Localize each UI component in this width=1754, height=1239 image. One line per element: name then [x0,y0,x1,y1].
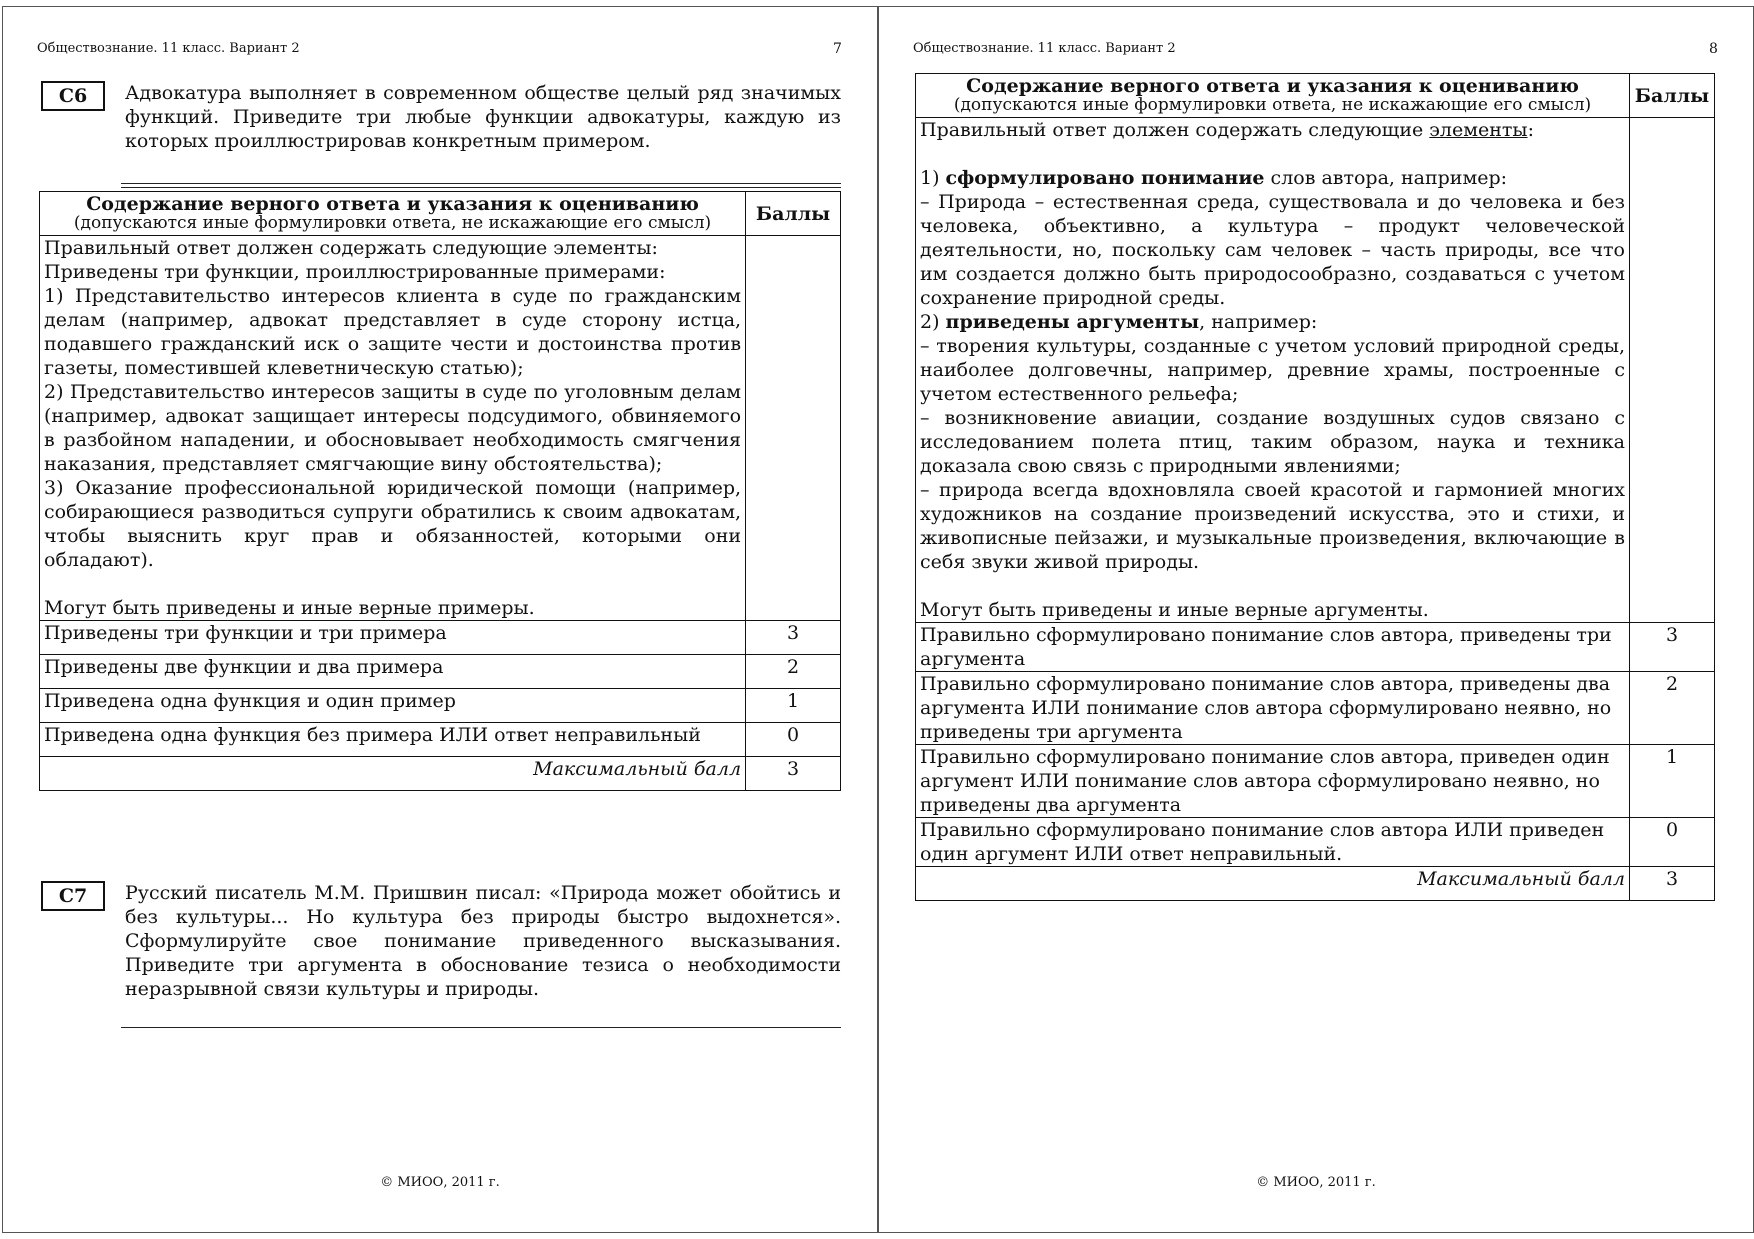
task-text: Адвокатура выполняет в современном обществе целый ряд значимых функций. Приведите три любые функции адвокатуры, каждую из которых проиллюстрировав конкретным примером. [125,82,841,152]
answer-content-row [40,236,841,621]
intro-colon: : [1527,119,1534,141]
point-number: 2) [920,311,946,333]
answer-content [916,118,1630,623]
task-text: Русский писатель М.М. Пришвин писал: «Природа может обойтись и без культуры... Но культура без природы быстро выдохнется». Сформулируйте свое понимание приведенного высказывания. Приведите три аргумента в обоснование тезиса о необходимости неразрывной связи культуры и природы. [125,882,841,1000]
score-header-label: Баллы [755,202,831,225]
criterion-text: Правильно сформулировано понимание слов автора ИЛИ приведен один аргумент ИЛИ ответ неправильный. [916,818,1630,867]
answer-lead: Приведены три функции, проиллюстрированные примерами: [44,261,666,283]
c6-grading-table [39,191,841,791]
argument-item: – возникновение авиации, создание воздушных судов связано с исследованием полета птиц, таким образом, наука и техника доказала свою связь с природными явлениями; [920,407,1625,477]
answer-point-2 [920,310,1625,334]
table-header-title: Содержание верного ответа и указания к оцениванию [966,75,1579,97]
empty-score-cell [1630,118,1715,623]
max-score-value: 3 [746,757,841,791]
criterion-text: Приведена одна функция и один пример [40,689,746,723]
task-label: С6 [41,81,105,111]
point-rest: , например: [1199,311,1318,333]
table-header-subtitle: (допускаются иные формулировки ответа, не искажающие его смысл) [73,213,712,233]
table-header-score [1630,74,1715,118]
criterion-row [40,689,841,723]
criterion-row [916,672,1715,745]
argument-item: – природа всегда вдохновляла своей красотой и гармонией многих художников на создание произведений искусства, это и стихи, и живописные пейзажи, и музыкальные произведения, включающие в себя звуки живой природы. [920,479,1625,573]
page-header-title: Обществознание. 11 класс. Вариант 2 [913,41,1176,56]
point-heading: сформулировано понимание [945,167,1265,189]
page-number: 7 [833,41,842,57]
empty-score-cell [746,236,841,621]
criterion-row [916,623,1715,672]
criterion-score: 1 [1630,745,1715,818]
c7-grading-table [915,73,1715,901]
task-label: С7 [41,881,105,911]
spacer [44,572,741,596]
criterion-score: 0 [746,723,841,757]
left-page [2,6,878,1233]
right-page [878,6,1754,1233]
criterion-text: Правильно сформулировано понимание слов автора, приведен один аргумент ИЛИ понимание слов автора сформулировано неявно, но приведены два аргумента [916,745,1630,818]
max-score-label: Максимальный балл [40,757,746,791]
criterion-score: 3 [746,621,841,655]
criterion-score: 2 [746,655,841,689]
table-header-content [40,192,746,236]
table-header-row [40,192,841,236]
criterion-score: 1 [746,689,841,723]
answer-content [40,236,746,621]
point-number: 1) [920,167,946,189]
table-header-content [916,74,1630,118]
max-score-row [916,867,1715,901]
answer-intro [920,118,1625,142]
max-score-value: 3 [1630,867,1715,901]
page-footer: © МИОО, 2011 г. [380,1175,500,1190]
answer-paragraph: – Природа – естественная среда, существовала и до человека и без человека, объективно, а культура – продукт человеческой деятельности, но, поскольку сам человек – часть природы, все что им создается должно быть природосообразно, создаваться с учетом сохранение природной среды. [920,191,1625,309]
criterion-row [40,723,841,757]
page-footer: © МИОО, 2011 г. [1256,1175,1376,1190]
answer-line [121,187,841,188]
table-header-title: Содержание верного ответа и указания к оцениванию [86,193,699,215]
criterion-text: Приведены три функции и три примера [40,621,746,655]
intro-text: Правильный ответ должен содержать следующие [920,119,1430,141]
criterion-row [40,655,841,689]
criterion-row [40,621,841,655]
answer-intro: Правильный ответ должен содержать следующие элементы: [44,237,658,259]
criterion-text: Приведена одна функция без примера ИЛИ ответ неправильный [40,723,746,757]
table-header-row [916,74,1715,118]
spacer [920,142,1625,166]
table-header-score [746,192,841,236]
page-header-title: Обществознание. 11 класс. Вариант 2 [37,41,300,56]
max-score-row [40,757,841,791]
argument-item: – творения культуры, созданные с учетом условий природной среды, наиболее долговечны, например, древние храмы, построенные с учетом естественного рельефа; [920,335,1625,405]
answer-point-1 [920,166,1625,190]
criterion-score: 2 [1630,672,1715,745]
criterion-score: 3 [1630,623,1715,672]
criterion-text: Правильно сформулировано понимание слов автора, приведены три аргумента [916,623,1630,672]
point-heading: приведены аргументы [945,311,1200,333]
criterion-text: Приведены две функции и два примера [40,655,746,689]
score-header-label: Баллы [1634,84,1710,107]
page-number: 8 [1709,41,1718,57]
spacer [920,574,1625,598]
answer-line [121,183,841,184]
criterion-row [916,818,1715,867]
answer-content-row [916,118,1715,623]
criterion-score: 0 [1630,818,1715,867]
criterion-text: Правильно сформулировано понимание слов автора, приведены два аргумента ИЛИ понимание слов автора сформулировано неявно, но приведены три аргумента [916,672,1630,745]
answer-closing: Могут быть приведены и иные верные примеры. [44,597,535,619]
answer-closing: Могут быть приведены и иные верные аргументы. [920,599,1429,621]
answer-line [121,1027,841,1028]
answer-item: 3) Оказание профессиональной юридической помощи (например, собирающиеся разводиться супруги обратились к своим адвокатам, чтобы выяснить круг прав и обязанностей, которыми они обладают). [44,477,742,571]
table-header-subtitle: (допускаются иные формулировки ответа, не искажающие его смысл) [953,95,1592,115]
answer-item: 2) Представительство интересов защиты в суде по уголовным делам (например, адвокат защищает интересы подсудимого, обвиняемого в разбойном нападении, и обосновывает необходимость смягчения наказания, представляет смягчающие вину обстоятельства); [44,381,742,475]
answer-item: 1) Представительство интересов клиента в суде по гражданским делам (например, адвокат представляет в суде сторону истца, подавшего гражданский иск о защите чести и достоинства против газеты, поместившей клеветническую статью); [44,285,742,379]
criterion-row [916,745,1715,818]
max-score-label: Максимальный балл [916,867,1630,901]
intro-underlined: элементы [1429,119,1528,141]
point-rest: слов автора, например: [1264,167,1508,189]
